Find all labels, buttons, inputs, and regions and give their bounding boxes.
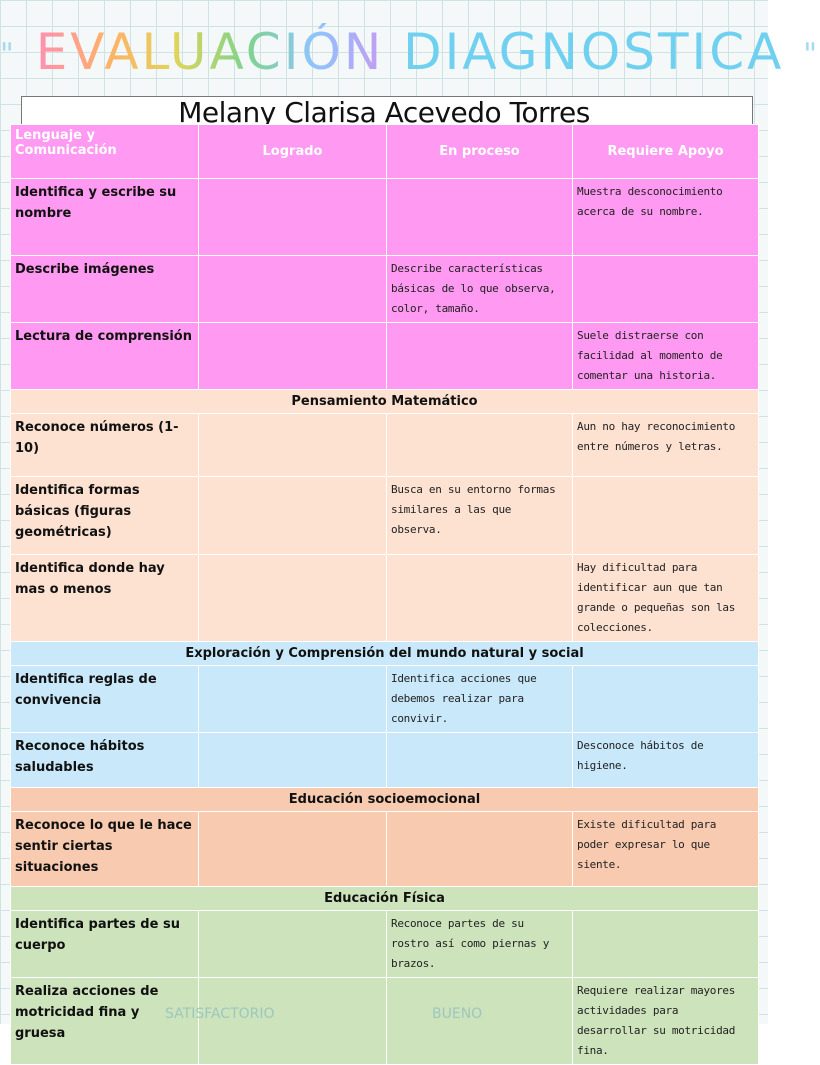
criterion-cell: Reconoce hábitos saludables [11, 733, 199, 788]
logrado-cell [199, 179, 387, 256]
requiere-apoyo-cell: Desconoce hábitos de higiene. [573, 733, 759, 788]
criterion-cell: Reconoce lo que le hace sentir ciertas situaciones [11, 812, 199, 887]
section-header-row [11, 125, 759, 179]
en-proceso-cell [387, 733, 573, 788]
section-title: Exploración y Comprensión del mundo natural y social [11, 642, 759, 666]
logrado-cell [199, 414, 387, 477]
en-proceso-cell: Busca en su entorno formas similares a las que observa. [387, 477, 573, 555]
criterion-cell: Identifica donde hay mas o menos [11, 555, 199, 642]
logrado-cell [199, 733, 387, 788]
requiere-apoyo-cell: Existe dificultad para poder expresar lo que siente. [573, 812, 759, 887]
logrado-cell [199, 555, 387, 642]
table-row [11, 911, 759, 978]
table-row [11, 666, 759, 733]
table-row [11, 179, 759, 256]
logrado-cell [199, 477, 387, 555]
table-row [11, 555, 759, 642]
page-title [0, 22, 820, 86]
table-row [11, 414, 759, 477]
column-header: En proceso [387, 125, 573, 179]
header [0, 0, 820, 96]
table-row [11, 477, 759, 555]
criterion-cell: Identifica formas básicas (figuras geométricas) [11, 477, 199, 555]
section-header-row [11, 390, 759, 414]
en-proceso-cell [387, 323, 573, 390]
en-proceso-cell [387, 812, 573, 887]
criterion-cell: Identifica partes de su cuerpo [11, 911, 199, 978]
student-name: Melany Clarisa Acevedo Torres [178, 96, 590, 129]
section-header-row [11, 642, 759, 666]
en-proceso-cell [387, 555, 573, 642]
title-dots-right: " [803, 37, 820, 73]
column-header: Logrado [199, 125, 387, 179]
footer-legend [0, 1004, 768, 1024]
legend-satisfactorio: SATISFACTORIO [165, 1006, 275, 1022]
logrado-cell [199, 323, 387, 390]
requiere-apoyo-cell: Hay dificultad para identificar aun que tan grande o pequeñas son las colecciones. [573, 555, 759, 642]
criterion-cell: Reconoce números (1-10) [11, 414, 199, 477]
column-header: Requiere Apoyo [573, 125, 759, 179]
table-row [11, 733, 759, 788]
section-title: Educación Física [11, 887, 759, 911]
table-row [11, 256, 759, 323]
requiere-apoyo-cell [573, 477, 759, 555]
title-word-diagnostica: DIAGNOSTICA [403, 23, 785, 81]
title-word-evaluacion: EVALUACIÓN [35, 23, 385, 81]
en-proceso-cell: Reconoce partes de su rostro así como piernas y brazos. [387, 911, 573, 978]
section-title: Lenguaje y Comunicación [11, 125, 199, 179]
requiere-apoyo-cell [573, 911, 759, 978]
en-proceso-cell: Identifica acciones que debemos realizar para convivir. [387, 666, 573, 733]
section-title: Educación socioemocional [11, 788, 759, 812]
table-row [11, 323, 759, 390]
en-proceso-cell: Describe características básicas de lo que observa, color, tamaño. [387, 256, 573, 323]
legend-bueno: BUENO [432, 1006, 483, 1022]
logrado-cell [199, 812, 387, 887]
logrado-cell [199, 666, 387, 733]
criterion-cell: Realiza acciones de motricidad fina y gruesa [11, 978, 199, 1065]
criterion-cell: Identifica reglas de convivencia [11, 666, 199, 733]
section-header-row [11, 887, 759, 911]
section-header-row [11, 788, 759, 812]
logrado-cell [199, 256, 387, 323]
requiere-apoyo-cell [573, 666, 759, 733]
title-dots-left: " [0, 37, 17, 73]
en-proceso-cell [387, 179, 573, 256]
criterion-cell: Lectura de comprensión [11, 323, 199, 390]
criterion-cell: Describe imágenes [11, 256, 199, 323]
table-row [11, 812, 759, 887]
en-proceso-cell [387, 414, 573, 477]
evaluation-table [10, 124, 759, 1065]
requiere-apoyo-cell: Muestra desconocimiento acerca de su nombre. [573, 179, 759, 256]
section-title: Pensamiento Matemático [11, 390, 759, 414]
requiere-apoyo-cell: Suele distraerse con facilidad al momento de comentar una historia. [573, 323, 759, 390]
requiere-apoyo-cell: Aun no hay reconocimiento entre números y letras. [573, 414, 759, 477]
requiere-apoyo-cell [573, 256, 759, 323]
requiere-apoyo-cell: Requiere realizar mayores actividades para desarrollar su motricidad fina. [573, 978, 759, 1065]
criterion-cell: Identifica y escribe su nombre [11, 179, 199, 256]
logrado-cell [199, 911, 387, 978]
